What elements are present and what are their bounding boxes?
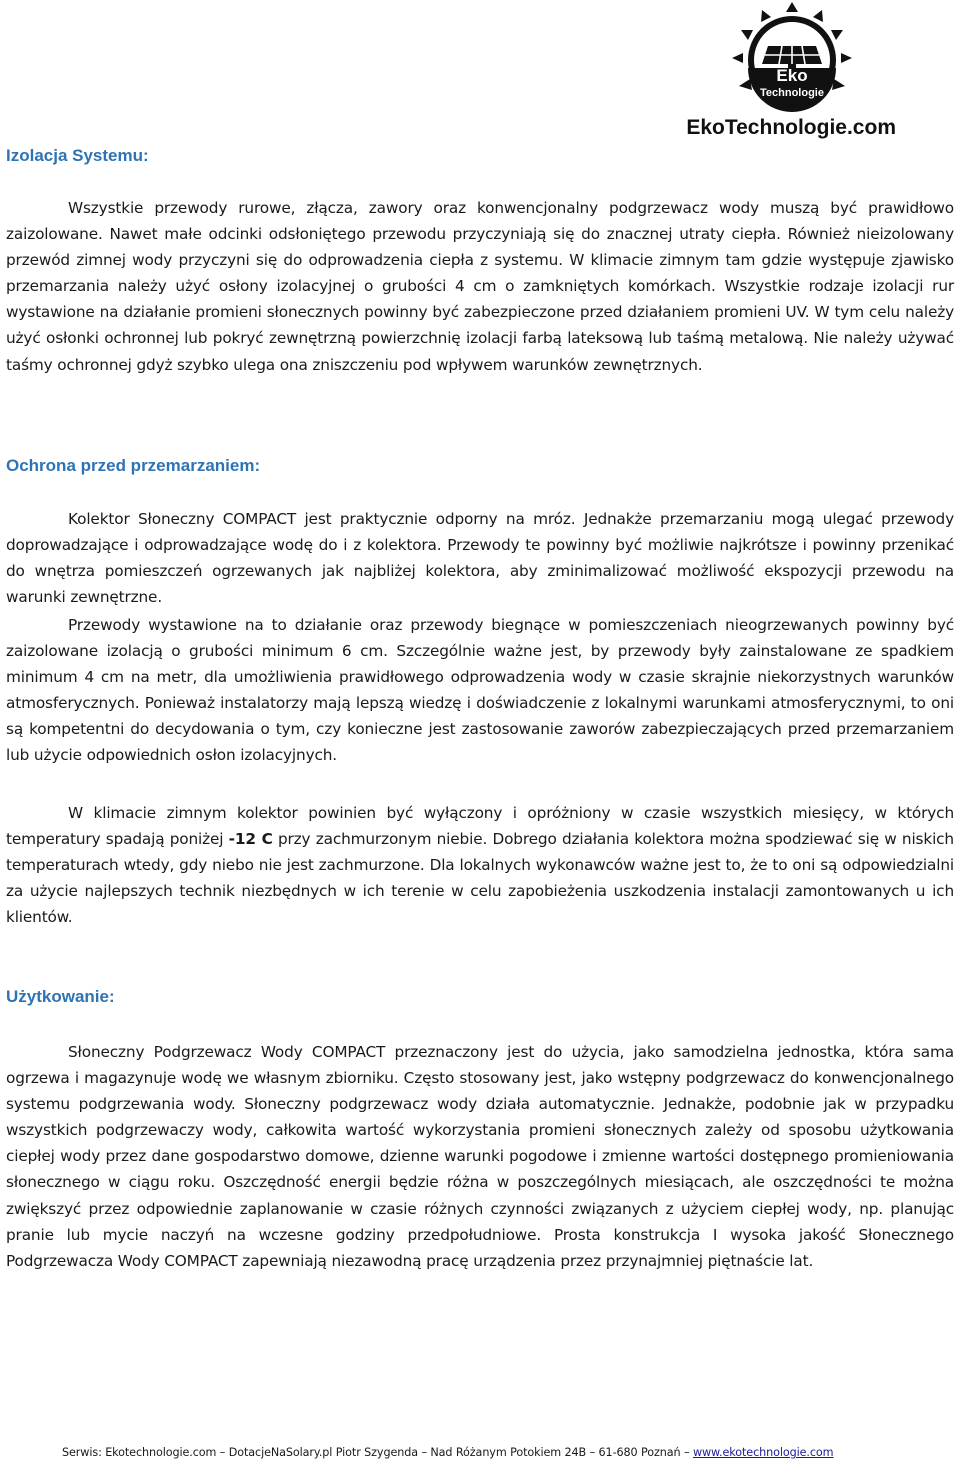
paragraph-izolacja: Wszystkie przewody rurowe, złącza, zawory oraz konwencjonalny podgrzewacz wody muszą być prawidłowo zaizolowane. Nawet małe odcinki odsłoniętego przewodu przyczyniają się do znacznej utraty ciepła. Również nieizolowany przewód zimnej wody przyczyni się do odprowadzenia ciepła z systemu. W klimacie zimnym tam gdzie występuje zjawisko przemarzania należy użyć osłony izolacyjnej o grubości 4 cm o zamkniętych komórkach. Wszystkie rodzaje izolacji rur wystawione na działanie promieni słonecznych powinny być zabezpieczone przed działaniem promieni UV. W tym celu należy użyć osłonki ochronnej lub pokryć zewnętrzną powierzchnię izolacji farbą lateksową lub taśmą metalową. Nie należy używać taśmy ochronnej gdyż szybko ulega ona zniszczeniu pod wpływem warunków zewnętrznych. [6,199,954,374]
paragraph-ochrona-2: Przewody wystawione na to działanie oraz przewody biegnące w pomieszczeniach nieogrzewanych powinny być zaizolowane izolacją o grubości minimum 6 cm. Szczególnie ważne jest, by przewody były zainstalowane ze spadkiem minimum 4 cm na metr, dla umożliwienia prawidłowego odprowadzenia wody w czasie skrajnie niekorzystnych warunków atmosferycznych. Ponieważ instalatorzy mają lepszą wiedzę i doświadczenie z lokalnymi warunkami atmosferycznymi, to oni są kompetentni do decydowania o tym, czy konieczne jest zastosowanie zaworów zabezpieczających przed przemarzaniem lub użycie odpowiednich osłon izolacyjnych. [6,616,954,765]
paragraph-uzytkowanie: Słoneczny Podgrzewacz Wody COMPACT przeznaczony jest do użycia, jako samodzielna jednostka, która sama ogrzewa i magazynuje wodę we własnym zbiorniku. Często stosowany jest, jako wstępny podgrzewacz do konwencjonalnego systemu podgrzewania wody. Słoneczny podgrzewacz wody działa automatycznie. Jednakże, podobnie jak w przypadku wszystkich podgrzewaczy wody, całkowita wartość wykorzystania promieni słonecznych zależy od sposobu użytkowania ciepłej wody przez dane gospodarstwo domowe, dzienne warunki pogodowe i zmienne wartości dostępnego promieniowania słonecznego w ciągu roku. Oszczędność energii będzie różna w poszczególnych miesiącach, ale oszczędności te można zwiększyć przez odpowiednie zaplanowanie w czasie różnych czynności związanych z użyciem ciepłej wody, np. planując pranie lub mycie naczyń na wczesne godziny przedpołudniowe. Prosta konstrukcja I wysoka jakość Słonecznego Podgrzewacza Wody COMPACT zapewniają niezawodną pracę urządzenia przez przynajmniej piętnaście lat. [6,1043,954,1270]
company-logo [722,2,862,114]
paragraph-ochrona-1: Kolektor Słoneczny COMPACT jest praktycznie odporny na mróz. Jednakże przemarzaniu mogą ulegać przewody doprowadzające i odprowadzające wodę do i z kolektora. Przewody te powinny być możliwie najkrótsze i powinny przenikać do wnętrza pomieszczeń ogrzewanych jak najbliżej kolektora, aby zminimalizować możliwość ekspozycji przewodu na warunki zewnętrzne. [6,510,954,607]
paragraph-ochrona-3-before: W klimacie zimnym kolektor powinien być wyłączony i opróżniony w czasie wszystkich miesięcy, w których temperatury spadają poniżej [6,804,954,849]
section-heading-izolacja: Izolacja Systemu: [6,146,149,165]
temperature-value: -12 C [228,830,273,849]
paragraph-ochrona-3-after: przy zachmurzonym niebie. Dobrego działania kolektora można spodziewać się w niskich temperaturach wtedy, gdy niebo nie jest zachmurzone. Dla lokalnych wykonawców ważne jest to, że to oni są odpowiedzialni za użycie najlepszych technik niezbędnych w ich terenie w celu zapobieżenia uszkodzenia instalacji zamontowanych u ich klientów. [6,830,954,927]
logo-text-technologie: Technologie [760,87,824,99]
section-heading-ochrona: Ochrona przed przemarzaniem: [6,456,261,475]
site-name: EkoTechnologie.com [686,116,896,139]
footer-text: Serwis: Ekotechnologie.com – DotacjeNaSolary.pl Piotr Szygenda – Nad Różanym Potokiem 24B – 61-680 Poznań – [62,1446,693,1459]
page-footer [62,1446,833,1459]
section-heading-uzytkowanie: Użytkowanie: [6,987,115,1006]
footer-website-link[interactable]: www.ekotechnologie.com [692,1446,834,1459]
paragraph-ochrona-3 [6,800,954,930]
logo-text-eko: Eko [776,66,808,85]
